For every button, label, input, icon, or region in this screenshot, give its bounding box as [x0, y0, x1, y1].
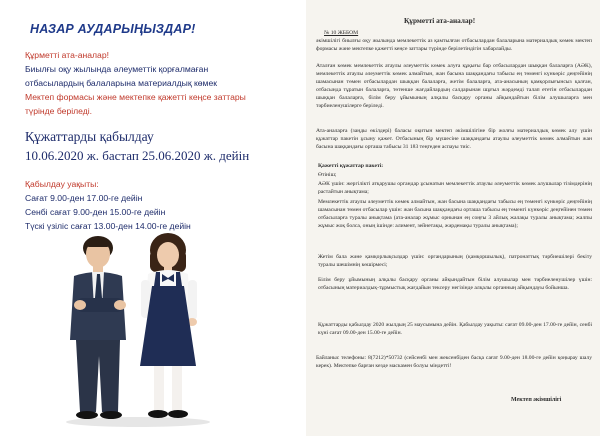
- hours-title: Қабылдау уақыты:: [25, 179, 99, 189]
- documents-list-item: Білім беру ұйымының алқалы басқару органы айқындайтын білім алушылар мен тәрбиеленушілер үшін: отбасының материалдық-тұрмыстық жағдайын тексеру негізінде алқалы органның айқындауы бойынша.: [318, 277, 592, 292]
- schoolchildren-image: [50, 228, 220, 428]
- documents-dates: 10.06.2020 ж. бастап 25.06.2020 ж. дейін: [25, 148, 250, 163]
- reception-hours: [25, 177, 297, 233]
- documents-list-item: АӘК үшін: жергілікті атқарушы органдар ұсынатын мемлекеттік атаулы әлеуметтік көмек алушылар тізімдерінің растайтын анықтама;: [318, 181, 592, 196]
- hours-saturday: Сенбі сағат 9.00-ден 15.00-ге дейін: [25, 207, 166, 217]
- school-number-value: № 10 ЖББОМ: [324, 30, 359, 36]
- scanned-letter: [306, 0, 600, 436]
- hours-lunch-break: Түскі үзіліс сағат 13.00-ден 14.00-ге дейін: [25, 221, 191, 231]
- poster-title: НАЗАР АУДАРЫҢЫЗДАР!: [30, 22, 196, 36]
- intro-text-line: отбасылардың балаларына материалдық көмек: [25, 78, 217, 88]
- intro-text-line: Биылғы оқу жылында әлеуметтік қорғалмаған: [25, 64, 209, 74]
- acceptance-period: Құжаттарды қабылдау 2020 жылдың 25 маусымына дейін. Қабылдау уақыты: сағат 09.00-ден 17.00-ге дейін, сенбі күні сағат 09.00-ден 15.00-ге дейін.: [318, 322, 592, 337]
- documents-list-item: Жетім бала және қамқорлықсыздар үшін: органдарының (қамқоршылық), патронаттық тәрбиешілері бекіту туралы шешімнің көшірмесі;: [318, 254, 592, 269]
- intro-highlight-line: Мектеп формасы және мектепке қажетті кеңсе заттары: [25, 92, 246, 102]
- documents-list-item: Өтініш;: [318, 172, 337, 178]
- intro-highlight-line: түрінде беріледі.: [25, 106, 93, 116]
- letter-paragraph-3: Ата-аналарға (заңды өкілдері) баласы оқитын мектеп әкімшілігіне бір жолғы материалдық көмек алу үшін құжаттар пакетін ұсыну қажет. Отбасының бір мүшесіне шаққандағы атаулы әлеуметтік көмек алмайтын жан басына шаққандағы орташа табысы 31 183 теңгеден аспауы тиіс.: [316, 128, 592, 151]
- school-number: [324, 29, 594, 37]
- documents-list-title: Қажетті құжаттар пакеті:: [318, 163, 384, 169]
- intro-greeting: Құрметті ата-аналар!: [25, 50, 109, 60]
- documents-list-item: Мемлекеттік атаулы әлеуметтік көмек алмайтын, жан басына шаққандағы табысы ең төменгі күнкөріс деңгейінің шамасынан төмен отбасылар үшін: жан басына шаққандағы орташа табысы ең төменгі күнкөріс деңгейінен төмен отбасыларға туралы анықтама (ата-аналар жұмыс орнынан ең соңғы 3 айлық жалақы туралы анықтама; жалпы жұмыс жоқ болса, оның ішінде: алимент, зейнетақы, жәрдемақы туралы анықтама);: [318, 199, 592, 230]
- contact-info: Байланыс телефоны: 8(7212)*50732 (сейсенбі мен жексенбіден басқа сағат 9.00-ден 18.00-ге дейін қоңырау шалу керек). Мектепке барған кезде маскамен болуы міндетті!: [316, 355, 592, 370]
- boy-figure: [70, 236, 126, 419]
- documents-list-heading: [318, 162, 592, 170]
- letter-title: Құрметті ата-аналар!: [404, 16, 476, 25]
- documents-heading: Құжаттарды қабылдау: [25, 129, 154, 144]
- poster-intro: [25, 48, 297, 118]
- letter-paragraph-1: әкімшілігі биылғы оқу жылында мемлекеттік аз қамтылған отбасылардан балаларына материалдық көмек мектеп формасы және мектепке қажетті кеңсе заттары түрінде берілетіндігін хабарлайды.: [316, 38, 592, 53]
- signature: Мектеп әкімшілігі: [511, 397, 562, 403]
- girl-figure: [140, 233, 197, 418]
- hours-weekday: Сағат 9.00-ден 17.00-ге дейін: [25, 193, 143, 203]
- letter-paragraph-2: Аталған көмек мемлекеттік атаулы әлеуметтік көмек алуға құқығы бар отбасылардан шыққан балаларға (АӘК), мемлекеттік атаулы әлеуметтік көмек алмайтын, жан басына шаққандағы табысы ең төменгі күнкөріс деңгейінің шамасынан төмен отбасылардан шыққан балаларға, жетім балаларға, ата-анасының қамқорлығынсыз қалған, отбасында тұратын балаларға, төтенше жағдайлардың салдарынан шұғыл жәрдемді талап ететін отбасылардан шыққан балаларға, білім беру ұйымының алқалы басқару органы айқындайтын білім алушыларға мен тәрбиеленушілерге беріледі.: [316, 63, 592, 110]
